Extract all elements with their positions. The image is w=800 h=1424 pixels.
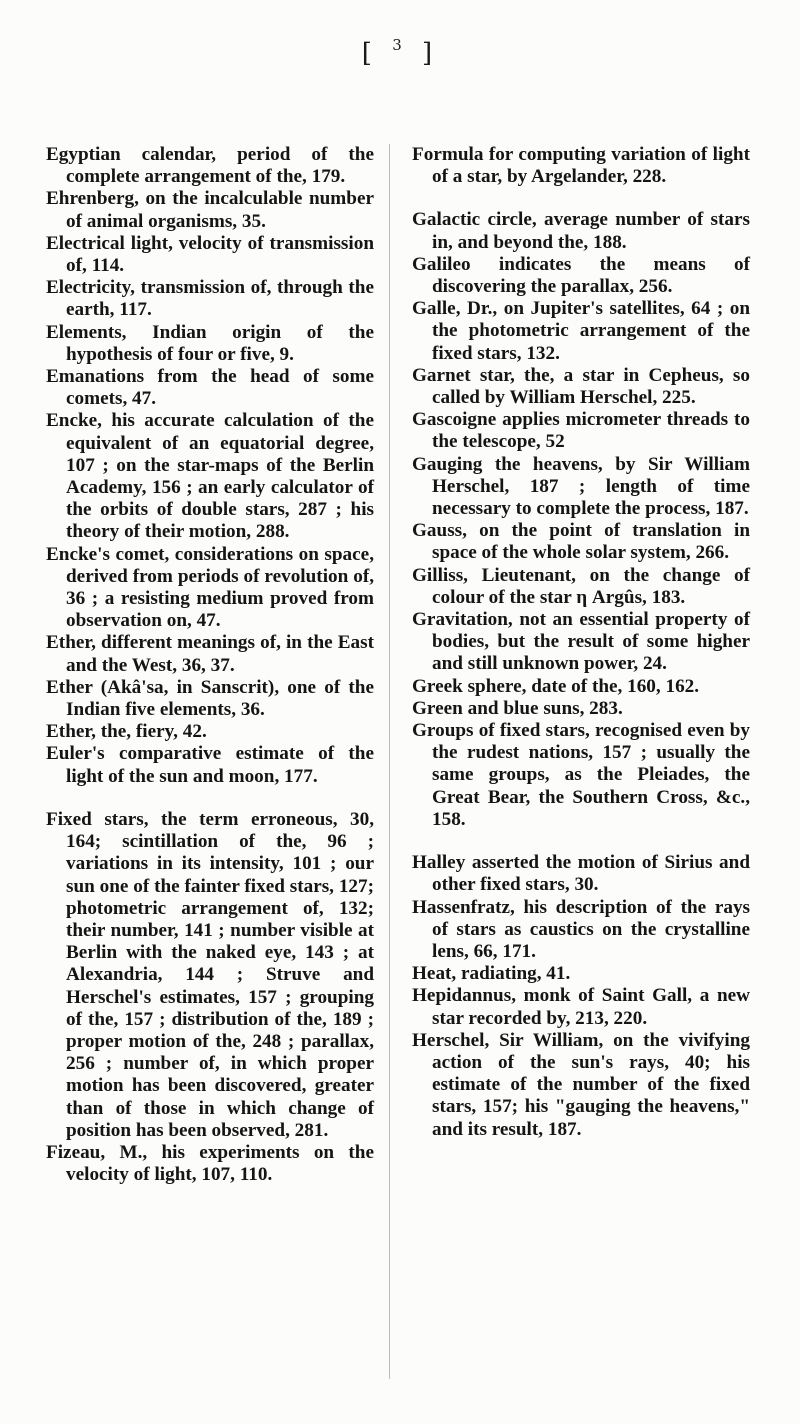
index-entry: Hassenfratz, his description of the rays of stars as caustics on the crystalline lens, 66, 171. [412,896,750,962]
index-entry: Emanations from the head of some comets, 47. [46,366,374,410]
index-entry: Garnet star, the, a star in Cepheus, so called by William Herschel, 225. [412,364,750,409]
index-entry: Gauging the heavens, by Sir William Herschel, 187 ; length of time necessary to complete the process, 187. [412,453,750,520]
page-number: 3 [392,36,408,54]
header-close-bracket: ] [422,38,439,69]
index-entry: Galle, Dr., on Jupiter's satellites, 64 ; on the photometric arrangement of the fixed stars, 132. [412,298,750,364]
index-entry: Ether, different meanings of, in the East and the West, 36, 37. [46,632,374,676]
index-entry: Green and blue suns, 283. [412,697,623,719]
index-entry: Encke's comet, considerations on space, derived from periods of revolution of, 36 ; a resisting medium proved from observation on, 47. [46,543,374,632]
index-column-right [412,144,750,1141]
index-entry: Egyptian calendar, period of the complete arrangement of the, 179. [46,144,374,188]
index-entry: Ether (Akâ'sa, in Sanscrit), one of the Indian five elements, 36. [46,676,374,721]
index-entry: Euler's comparative estimate of the light of the sun and moon, 177. [46,743,374,787]
index-entry: Halley asserted the motion of Sirius and other fixed stars, 30. [412,852,750,896]
index-entry: Fixed stars, the term erroneous, 30, 164; scintillation of the, 96 ; variations in its intensity, 101 ; our sun one of the fainter fixed stars, 127; photometric arrangement of, 132; their number, 141 ; number visible at Berlin with the naked eye, 143 ; at Alexandria, 144 ; Struve and Herschel's estimates, 157 ; grouping of the, 157 ; distribution of the, 189 ; proper motion of the, 248 ; parallax, 256 ; number of, in which proper motion has been discovered, greater than of those in which change of position has been observed, 281. [46,808,374,1141]
index-entry: Gravitation, not an essential property of bodies, but the result of some higher and still unknown power, 24. [412,609,750,675]
index-entry: Herschel, Sir William, on the vivifying action of the sun's rays, 40; his estimate of the number of the fixed stars, 157; his "gauging the heavens," and its result, 187. [412,1029,750,1140]
index-entry: Electricity, transmission of, through the earth, 117. [46,277,374,321]
index-entry: Formula for computing variation of light of a star, by Argelander, 228. [412,144,750,188]
index-entry: Ehrenberg, on the incalculable number of animal organisms, 35. [46,188,374,232]
index-entry: Electrical light, velocity of transmission of, 114. [46,232,374,277]
index-entry: Heat, radiating, 41. [412,963,571,985]
index-entry: Galileo indicates the means of discovering the parallax, 256. [412,253,750,298]
index-entry: Galactic circle, average number of stars in, and beyond the, 188. [412,209,750,253]
page-number-header [0,38,800,69]
index-entry: Greek sphere, date of the, 160, 162. [412,675,700,697]
index-entry: Gauss, on the point of translation in space of the whole solar system, 266. [412,520,750,564]
index-entry: Fizeau, M., his experiments on the velocity of light, 107, 110. [46,1141,374,1186]
index-entry: Ether, the, fiery, 42. [46,721,207,743]
index-entry: Gilliss, Lieutenant, on the change of colour of the star η Argûs, 183. [412,564,750,608]
header-open-bracket: [ [361,38,378,69]
index-entry: Groups of fixed stars, recognised even by the rudest nations, 157 ; usually the same groups, as the Pleiades, the Great Bear, the Southern Cross, &c., 158. [412,720,750,830]
column-divider [389,144,390,1379]
index-entry: Gascoigne applies micrometer threads to the telescope, 52 [412,409,750,453]
index-column-left [46,144,374,1186]
index-entry: Elements, Indian origin of the hypothesis of four or five, 9. [46,321,374,365]
index-entry: Hepidannus, monk of Saint Gall, a new star recorded by, 213, 220. [412,985,750,1029]
index-entry: Encke, his accurate calculation of the equivalent of an equatorial degree, 107 ; on the star-maps of the Berlin Academy, 156 ; an early calculator of the orbits of double stars, 287 ; his theory of their motion, 288. [46,410,374,543]
